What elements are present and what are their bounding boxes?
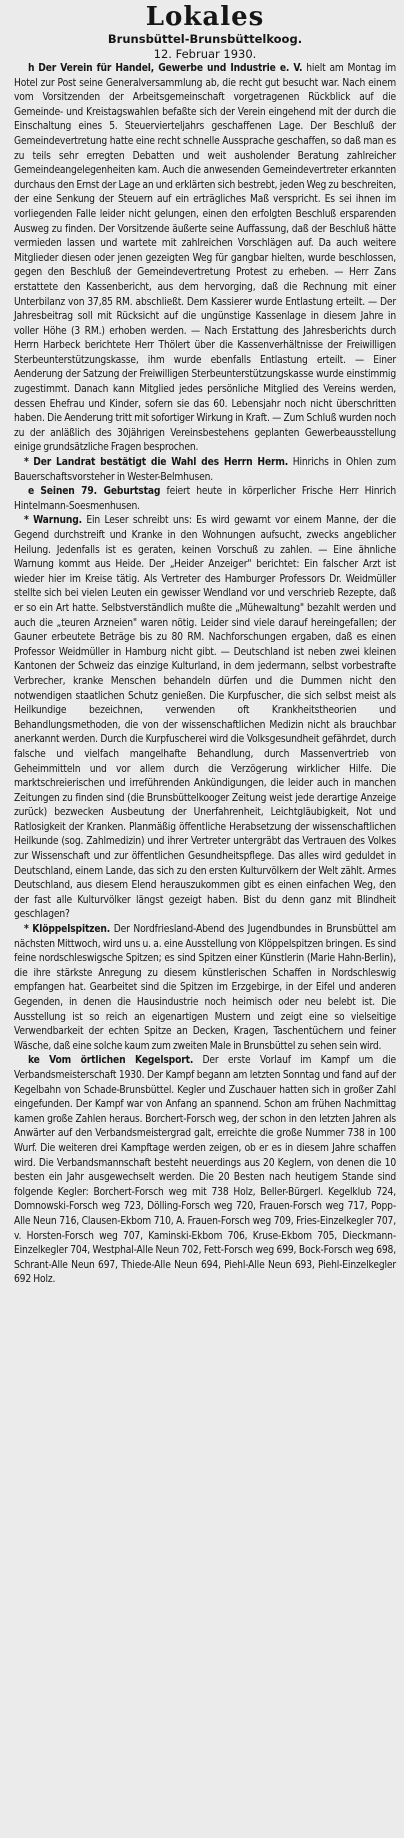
article-warnung (14, 514, 396, 923)
article-lead: Der Landrat bestätigt die Wahl des Herrn Herm. (33, 457, 289, 469)
article-marker: ke (28, 1055, 40, 1067)
article-kloeppelspitzen (14, 923, 396, 1054)
article-marker: * (24, 515, 29, 527)
article-landrat (14, 456, 396, 485)
article-marker: * (24, 924, 29, 936)
article-marker: e (28, 486, 35, 498)
article-lead: Vom örtlichen Kegelsport. (49, 1055, 194, 1067)
article-body: Ein Leser schreibt uns: Es wird gewarnt vor einem Manne, der die Gegend durchstreift und Kranke in den Wohnungen aufsucht, zwecks angeblicher Heilung. Jedenfalls ist es geraten, keinen Vorschuß zu zahlen. — Eine ähnliche Warnung kommt aus Heide. Der „Heider Anzeiger" berichtet: Ein falscher Arzt ist wieder hier im Kreise tätig. Als Vertreter des Hamburger Professors Dr. Weidmüller stellte sich bei vielen Leuten ein gewisser Wendland vor und verschrieb Rezepte, daß er so ein Art hatte. Selbstverständlich mußte die „Mühewaltung" bezahlt werden und auch die „teuren Arzneien" waren nötig. Leider sind viele darauf hereingefallen; der Gauner erbeutete Beträge bis zu 80 RM. Nachforschungen ergaben, daß es einen Professor Weidmüller in Hamburg nicht gibt. — Deutschland ist neben zwei kleinen Kantonen der Schweiz das einzige Kulturland, in dem jedermann, selbst vorbestrafte Verbrecher, kranke Menschen behandeln dürfen und die Dummen nicht den notwendigen staatlichen Schutz genießen. Die Kurpfuscher, die sich selbst meist als Heilkundige bezeichnen, verwenden oft Krankheitstheorien und Behandlungsmethoden, die von der wissenschaftlichen Medizin nicht als brauchbar anerkannt werden. Durch die Kurpfuscherei wird die Volksgesundheit gefährdet, durch falsche und vielfach mangelhafte Behandlung, durch Massenvertrieb von Geheimmitteln und vor allem durch die Verzögerung wirklicher Hilfe. Die marktschreierischen und irreführenden Ankündigungen, die leider auch in manchen Zeitungen zu finden sind (die Brunsbüttelkooger Zeitung weist jede derartige Anzeige zurück) bezwecken Ausbeutung der Unerfahrenheit, Leichtgläubigkeit, Not und Ratlosigkeit der Kranken. Planmäßig öffentliche Herabsetzung der wissenschaftlichen Heilkunde (sog. Zahlmedizin) und ihrer Vertreter untergräbt das Vertrauen des Volkes zur Wissenschaft und zur öffentlichen Gesundheitspflege. Das alles wird geduldet in Deutschland, einem Lande, das sich zu den ersten Kulturvölkern der Welt zählt. Armes Deutschland, aus diesem Elend herauszukommen gibt es einen einfachen Weg, den der fast alle Kulturvölker längst gezeigt haben. Bist du denn ganz mit Blindheit geschlagen? (14, 515, 396, 921)
article-marker: h (28, 63, 35, 74)
section-title: Lokales (145, 2, 265, 32)
article-lead: Klöppelspitzen. (32, 924, 111, 936)
article-lead: Der Verein für Handel, Gewerbe und Industrie e. V. (38, 63, 303, 74)
article-kegelsport (14, 1054, 396, 1288)
section-masthead (14, 0, 396, 62)
article-body: Der erste Vorlauf im Kampf um die Verbandsmeisterschaft 1930. Der Kampf begann am letzten Sonntag und fand auf der Kegelbahn von Schade-Brunsbüttel. Kegler und Zuschauer hatten sich in großer Zahl eingefunden. Der Kampf war von Anfang an spannend. Schon am frühen Nachmittag kamen große Zahlen heraus. Borchert-Forsch weg, der schon in den letzten Jahren als Anwärter auf den Verbandsmeistergrad galt, erreichte die große Nummer 738 in 100 Wurf. Die weiteren drei Kampftage werden zeigen, ob er es in diesem Jahre schaffen wird. Die Verbandsmannschaft besteht neuerdings aus 20 Keglern, von denen die 10 besten ein Jahr ausgewechselt werden. Die 20 Besten nach heutigem Stande sind folgende Kegler: Borchert-Forsch weg mit 738 Holz, Beller-Bürgerl. Kegelklub 724, Domnowski-Forsch weg 723, Dölling-Forsch weg 720, Frauen-Forsch weg 717, Popp-Alle Neun 716, Clausen-Ekbom 710, A. Frauen-Forsch weg 709, Fries-Einzelkegler 707, v. Horsten-Forsch weg 707, Kaminski-Ekbom 706, Kruse-Ekbom 705, Dieckmann-Einzelkegler 704, Westphal-Alle Neun 702, Fett-Forsch weg 699, Bock-Forsch weg 698, Schrant-Alle Neun 697, Thiede-Alle Neun 694, Piehl-Alle Neun 693, Piehl-Einzelkegler 692 Holz. (14, 1055, 396, 1286)
section-subtitle: Brunsbüttel-Brunsbüttelkoog. (107, 32, 303, 46)
dateline: 12. Februar 1930. (153, 47, 257, 61)
article-geburtstag (14, 485, 396, 514)
article-body: Hinrichs in Ohlen zum Bauerschaftsvorsteher in Wester-Belmhusen. (14, 457, 397, 483)
article-lead: Warnung. (33, 515, 82, 527)
article-body: hielt am Montag im Hotel zur Post seine Generalversammlung ab, die recht gut besucht war. Nach einem vom Vorsitzenden der Arbeitsgemeinschaft vorgetragenen Rückblick auf die Gemeinde- und Kreistagswahlen befaßte sich der Verein eingehend mit der durch die Einschaltung eines 5. Steuervierteljahrs geschaffenen Lage. Der Beschluß der Gemeindevertretung hatte eine recht schnelle Aussprache geschaffen, so daß man es zu teils sehr erregten Debatten und weit ausholender Beratung zahlreicher Gemeindeangelegenheiten kam. Auch die anwesenden Gemeindevertreter erkannten durchaus den Ernst der Lage an und erklärten sich bestrebt, jeden Weg zu beschreiten, der eine Senkung der Steuern auf ein erträgliches Maß verspricht. Es sei ihnen im vorliegenden Falle leider nicht gelungen, einen den erfolgten Beschluß ersparenden Ausweg zu finden. Der Vorsitzende äußerte seine Auffassung, daß der Beschluß hätte vermieden lassen und wartete mit zahlreichen Vorschlägen auf. Da auch weitere Mitglieder diesen oder jenen gezeigten Weg für gangbar hielten, wurde beschlossen, gegen den Beschluß der Gemeindevertretung Protest zu erheben. — Herr Zans erstattete den Kassenbericht, aus dem hervorging, daß die Rechnung mit einer Unterbilanz von 37,85 RM. abschließt. Dem Kassierer wurde Entlastung erteilt. — Der Jahresbeitrag soll mit Rücksicht auf die ungünstige Kassenlage in diesem Jahre in voller Höhe (3 RM.) erhoben werden. — Nach Erstattung des Jahresberichts durch Herrn Harbeck berichtete Herr Thölert über die Kassenverhältnisse der Freiwilligen Sterbeunterstützungskasse, ihm wurde ebenfalls Entlastung erteilt. — Einer Aenderung der Satzung der Freiwilligen Sterbeunterstützungskasse wurde einstimmig zugestimmt. Danach kann Mitglied jedes persönliche Mitglied des Vereins werden, dessen Ehefrau und Kinder, sofern sie das 60. Lebensjahr noch nicht überschritten haben. Die Aenderung tritt mit sofortiger Wirkung in Kraft. — Zum Schluß wurden noch zu der anläßlich des 30jährigen Vereinsbestehens geplanten Gewerbeausstellung einige grundsätzliche Fragen besprochen. (14, 63, 397, 454)
article-body: Der Nordfriesland-Abend des Jugendbundes in Brunsbüttel am nächsten Mittwoch, wird uns u. a. eine Ausstellung von Klöppelspitzen bringen. Es sind feine nordschleswigsche Spitzen; es sind Spitzen einer Künstlerin (Marie Hahn-Berlin), die ihre stärkste Anregung zu diesem künstlerischen Schaffen in Nordschleswig empfangen hat. Gearbeitet sind die Spitzen im Erzgebirge, in der Eifel und anderen Gegenden, in denen die Hausindustrie noch heimisch oder neu belebt ist. Die Ausstellung ist so reich an eigenartigen Mustern und zeigt eine so vielseitige Verwendbarkeit der echten Spitze an Decken, Kragen, Taschentüchern und feiner Wäsche, daß eine solche kaum zum zweiten Male in Brunsbüttel zu sehen sein wird. (14, 924, 397, 1052)
article-verein-handel (14, 62, 396, 456)
article-marker: * (24, 457, 29, 469)
article-body: feiert heute in körperlicher Frische Herr Hinrich Hintelmann-Soesmenhusen. (14, 486, 396, 512)
article-lead: Seinen 79. Geburtstag (40, 486, 161, 498)
